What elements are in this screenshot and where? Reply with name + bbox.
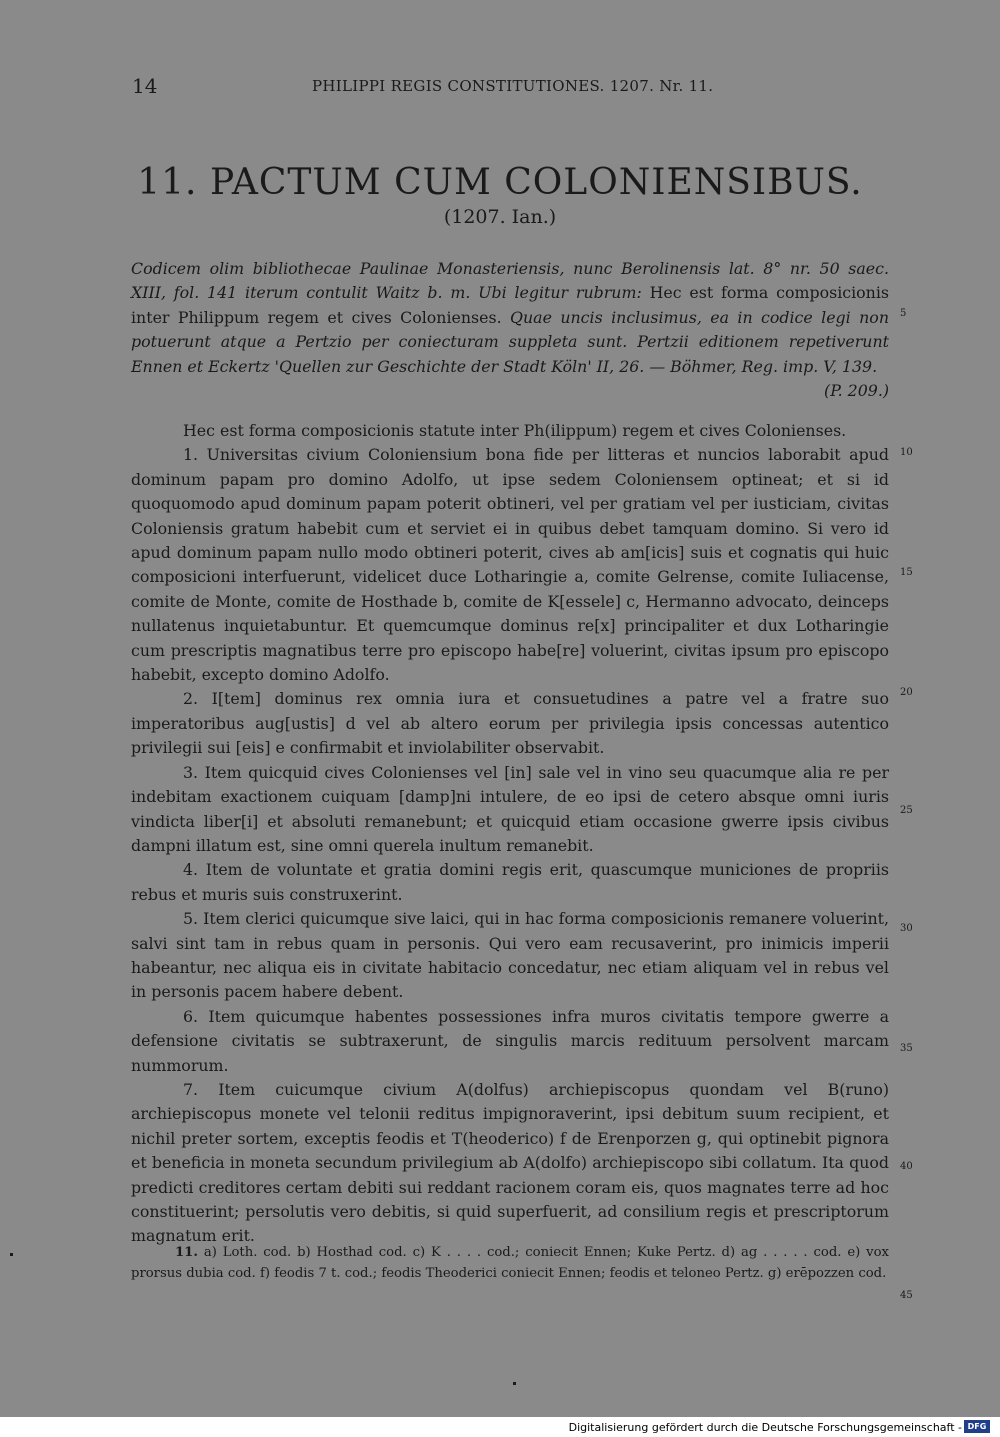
article-1: 1. Universitas civium Coloniensium bona fide per litteras et nuncios laborabit apud dominum papam pro domino Adolfo, ut ipse sedem Coloniensem optineat; et si id quoquomodo apud dominum papam poterit obtineri, vel per gratiam vel per iusticiam, civitas Coloniensis gratum habebit cum et serviet ei in quibus debet tamquam domino. Si vero id apud dominum papam nullo modo obtineri poterit, cives ab am[icis] suis et cognatis qui huic composicioni interfuerunt, videlicet duce Lotharingie a, comite Gelrense, comite Iuliacense, comite de Monte, comite de Hosthade b, comite de K[essele] c, Hermanno advocato, deinceps nullatenus inquietabuntur. Et quemcumque dominus re[x] principaliter et dux Lotharingie cum prescriptis magnatibus terre pro episcopo habe[re] voluerint, civitas ipsum pro episcopo habebit, excepto domino Adolfo. [131, 445, 889, 685]
article-4: 4. Item de voluntate et gratia domini regis erit, quascumque municiones de propriis rebus et muris suis construxerint. [131, 860, 889, 904]
article-2: 2. I[tem] dominus rex omnia iura et consuetudines a patre vel a fratre suo imperatoribus aug[ustis] d vel ab altero eorum per privilegia ipsis concessas autentico privilegii sui [eis] e confirmabit et inviolabiliter observabit. [131, 689, 889, 758]
footnote-text: a) Loth. cod. b) Hosthad cod. c) K . . . . cod.; coniecit Ennen; Kuke Pertz. d) ag . . . . . cod. e) vox prorsus dubia cod. f) feodis 7 t. cod.; feodis Theoderici coniecit Ennen; feodis et teloneo Pertz. g) erēpozzen cod. [131, 1245, 889, 1281]
line-number: 15 [900, 567, 913, 578]
scan-speck [10, 1253, 13, 1256]
running-header [0, 74, 1000, 98]
page-number: 14 [132, 74, 158, 98]
line-number: 40 [900, 1161, 913, 1172]
funding-credit: Digitalisierung gefördert durch die Deutsche Forschungsgemeinschaft - [568, 1421, 962, 1434]
line-number: 45 [900, 1290, 913, 1301]
scan-speck [513, 1382, 516, 1385]
intro-part-3: Quae uncis inclusimus, ea in codice legi non potuerunt atque a Pertzio per coniecturam suppleta sunt. Pertzii editionem repetiverunt Ennen et Eckertz 'Quellen zur Geschichte der Stadt Köln' II, 26. — Böhmer, Reg. imp. V, 139. [131, 307, 889, 376]
article-3: 3. Item quicquid cives Colonienses vel [in] sale vel in vino seu quacumque alia re per indebitam exactionem cuiquam [damp]ni intulere, de eo ipsi de cetero absque omni iuris vindicta liber[i] et absoluti remanebunt; et quicquid etiam occasione gwerre ipsis civibus dampni illatum est, sine omni querela inultum remanebit. [131, 762, 889, 855]
article-5: 5. Item clerici quicumque sive laici, qui in hac forma composicionis remanere voluerint, salvi sint tam in rebus quam in personis. Qui vero eam recusaverint, pro inimicis imperii habeantur, nec aliqua eis in civitate habitacio concedatur, nec etiam aliquam vel in rebus vel in personis pacem habere debent. [131, 909, 889, 1002]
document-date: (1207. Ian.) [443, 206, 557, 228]
editorial-introduction [131, 257, 889, 403]
line-number: 5 [900, 308, 907, 319]
footnotes [131, 1243, 889, 1284]
article-7: 7. Item cuicumque civium A(dolfus) archiepiscopus quondam vel B(runo) archiepiscopus monete vel telonii reditus impignoraverint, ipsi debitum suum recipient, et nichil preter sortem, exceptis feodis et T(heoderico) f de Erenporzen g, qui optinebit pignora et beneficia in moneta secundum privilegium ab A(dolfo) archiepiscopo sibi collatum. Ita quod predicti creditores certam debiti sui reddant racionem coram eis, quos magnates terre ad hoc constituerint; persolutis vero debitis, si quid superfuerit, ad consilium regis et prescriptorum magnatum erit. [131, 1079, 889, 1246]
line-number: 35 [900, 1043, 913, 1054]
line-number: 30 [900, 923, 913, 934]
line-number: 10 [900, 447, 913, 458]
footer-bar [0, 1417, 1000, 1437]
line-number: 25 [900, 805, 913, 816]
document-title: 11. PACTUM CUM COLONIENSIBUS. [137, 162, 863, 203]
intro-part-1: Codicem olim bibliothecae Paulinae Monasteriensis, nunc Berolinensis lat. 8° nr. 50 saec. XIII, fol. 141 iterum contulit Waitz b. m. Ubi legitur rubrum: [131, 259, 889, 303]
pertz-reference: (P. 209.) [824, 381, 889, 401]
running-title: PHILIPPI REGIS CONSTITUTIONES. 1207. Nr. 11. [312, 77, 714, 95]
article-6: 6. Item quicumque habentes possessiones infra muros civitatis tempore gwerre a defensione civitatis se subtraxerunt, de singulis marcis redituum persolvent marcam nummorum. [131, 1006, 889, 1075]
intro-rubric: Hec est forma composicionis inter Philippum regem et cives Colonienses. [131, 283, 889, 327]
charter-text [131, 419, 889, 1249]
line-number: 20 [900, 687, 913, 698]
dfg-logo: DFG [964, 1420, 990, 1433]
charter-incipit: Hec est forma composicionis statute inter Ph(ilippum) regem et cives Colonienses. [183, 421, 847, 440]
footnote-label: 11. [175, 1245, 198, 1260]
